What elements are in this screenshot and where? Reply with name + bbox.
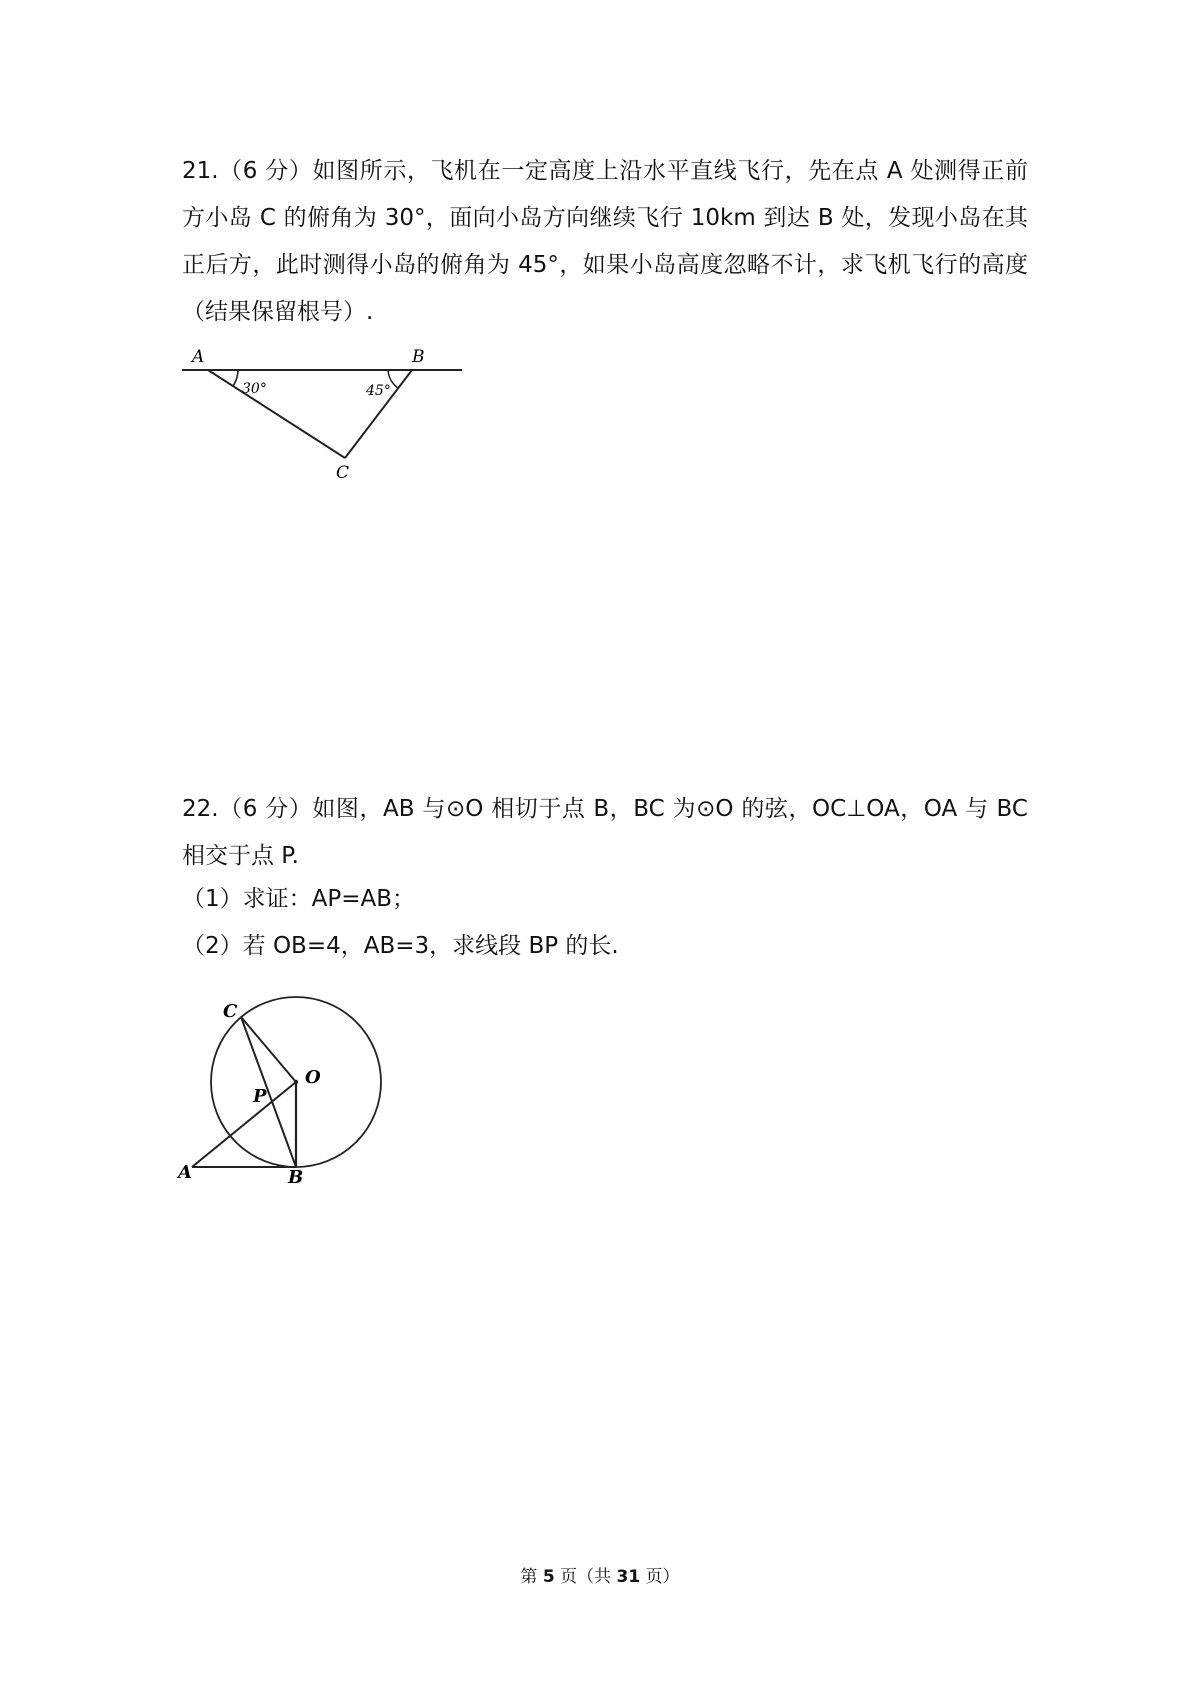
q22-point-o bbox=[294, 1080, 298, 1084]
question-22-text: 22.（6 分）如图，AB 与⊙O 相切于点 B，BC 为⊙O 的弦，OC⊥OA，OA 与 BC 相交于点 P. bbox=[182, 796, 1028, 869]
page-footer bbox=[0, 1562, 1200, 1587]
footer-prefix: 第 bbox=[520, 1567, 543, 1587]
question-21-text: 21.（6 分）如图所示，飞机在一定高度上沿水平直线飞行，先在点 A 处测得正前方小岛 C 的俯角为 30°，面向小岛方向继续飞行 10km 到达 B 处，发现小岛在其正后方，此时测得小岛的俯角为 45°，如果小岛高度忽略不计，求飞机飞行的高度（结果保留根号）. bbox=[182, 158, 1028, 325]
footer-suffix: 页） bbox=[640, 1567, 680, 1587]
q21-label-a: A bbox=[192, 347, 205, 367]
q22-label-b: B bbox=[288, 1167, 304, 1188]
footer-page-number: 5 bbox=[542, 1567, 555, 1587]
q22-label-o: O bbox=[305, 1067, 321, 1088]
q21-label-b: B bbox=[412, 347, 425, 367]
question-22-part-2: （2）若 OB=4，AB=3，求线段 BP 的长. bbox=[182, 933, 619, 959]
q21-segment-ac bbox=[208, 370, 345, 458]
q22-label-c: C bbox=[223, 1001, 238, 1022]
question-22-part-1: （1）求证：AP=AB； bbox=[182, 886, 416, 912]
q22-label-p: P bbox=[253, 1086, 267, 1107]
q22-label-a: A bbox=[178, 1162, 192, 1183]
q21-angle-label-b: 45° bbox=[366, 383, 391, 399]
q22-figure bbox=[175, 975, 395, 1188]
q21-figure bbox=[170, 340, 470, 483]
q21-angle-arc-a bbox=[233, 370, 238, 386]
footer-middle: 页（共 bbox=[554, 1567, 617, 1587]
q22-segment-co bbox=[241, 1017, 296, 1082]
q21-angle-label-a: 30° bbox=[242, 381, 267, 397]
footer-total-pages: 31 bbox=[616, 1567, 641, 1587]
q21-label-c: C bbox=[336, 463, 350, 483]
q22-segment-cb bbox=[241, 1017, 296, 1167]
